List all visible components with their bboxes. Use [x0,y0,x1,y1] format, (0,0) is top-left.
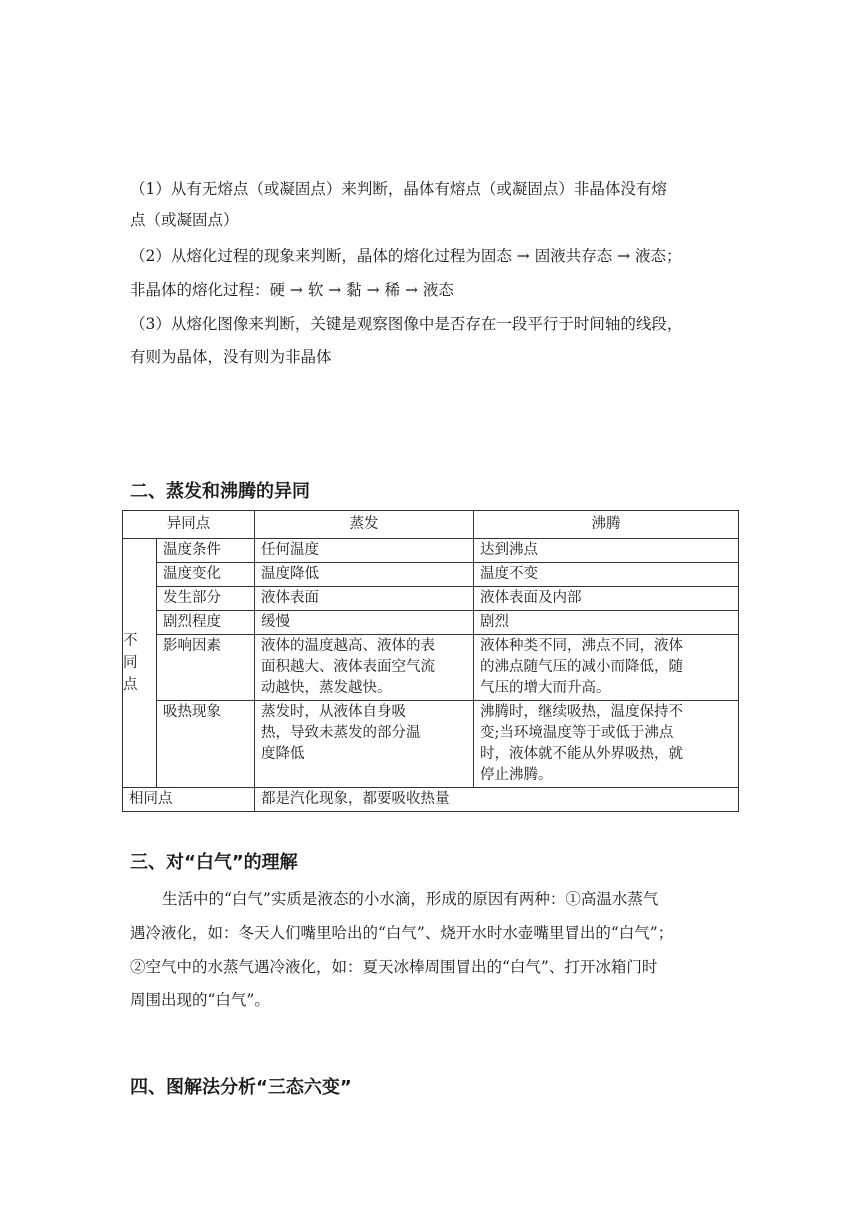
paragraph-line: 有则为晶体，没有则为非晶体 [130,348,332,366]
boiling-cell: 温度不变 [474,563,739,587]
paragraph-line: ②空气中的水蒸气遇冷液化，如：夏天冰棒周围冒出的“白气”、打开冰箱门时 [130,958,658,976]
cell-line: 面积越大、液体表面空气流 [261,659,435,675]
table-header-row [123,511,739,539]
cell-line: 的沸点随气压的减小而降低，随 [480,659,683,675]
paragraph-line: 周围出现的“白气”。 [130,991,270,1009]
table-row [123,539,739,563]
evaporation-cell: 液体表面 [255,587,474,611]
row-label: 发生部分 [157,587,255,611]
paragraph-line: （2）从熔化过程的现象来判断，晶体的熔化过程为固态 → 固液共存态 → 液态； [130,247,682,265]
header-cell: 沸腾 [474,511,739,539]
table-row [123,788,739,812]
paragraph-line: 非晶体的熔化过程：硬 → 软 → 黏 → 稀 → 液态 [130,281,454,299]
row-label: 影响因素 [157,635,255,701]
paragraph-line: （1）从有无熔点（或凝固点）来判断，晶体有熔点（或凝固点）非晶体没有熔 [130,180,667,198]
group-label [123,539,157,788]
table-row [123,701,739,788]
table-row [123,635,739,701]
paragraph-line: 点（或凝固点） [130,211,239,229]
cell-line: 动越快，蒸发越快。 [261,680,392,696]
header-cell: 异同点 [123,511,255,539]
group-label-char: 同 [123,655,138,671]
paragraph-line: （3）从熔化图像来判断，关键是观察图像中是否存在一段平行于时间轴的线段， [130,315,683,333]
row-label: 剧烈程度 [157,611,255,635]
evaporation-cell: 任何温度 [255,539,474,563]
cell-line: 度降低 [261,746,305,762]
cell-line: 热，导致未蒸发的部分温 [261,725,421,741]
row-label: 温度变化 [157,563,255,587]
boiling-cell: 达到沸点 [474,539,739,563]
cell-line: 停止沸腾。 [480,767,553,783]
boiling-cell: 液体表面及内部 [474,587,739,611]
cell-line: 时，液体就不能从外界吸热，就 [480,746,683,762]
boiling-cell: 剧烈 [474,611,739,635]
paragraph-line: 生活中的“白气”实质是液态的小水滴，形成的原因有两种：①高温水蒸气 [162,890,659,908]
cell-line: 蒸发时，从液体自身吸 [261,704,406,720]
cell-line: 液体的温度越高、液体的表 [261,638,435,654]
evaporation-cell [255,701,474,788]
table-row [123,587,739,611]
cell-line: 气压的增大而升高。 [480,680,611,696]
section-4-heading: 四、图解法分析“三态六变” [130,1077,352,1098]
common-label: 相同点 [123,788,255,812]
row-label: 温度条件 [157,539,255,563]
cell-line: 液体种类不同，沸点不同，液体 [480,638,683,654]
table-row [123,611,739,635]
evaporation-cell [255,635,474,701]
evaporation-cell: 温度降低 [255,563,474,587]
section-2-heading: 二、蒸发和沸腾的异同 [130,481,310,502]
common-value: 都是汽化现象，都要吸收热量 [255,788,739,812]
group-label-char: 点 [123,677,138,693]
comparison-table [122,510,739,812]
section-3-heading: 三、对“白气”的理解 [130,852,298,873]
cell-line: 沸腾时，继续吸热，温度保持不 [480,704,683,720]
row-label: 吸热现象 [157,701,255,788]
header-cell: 蒸发 [255,511,474,539]
paragraph-line: 遇冷液化，如：冬天人们嘴里哈出的“白气”、烧开水时水壶嘴里冒出的“白气”； [130,924,674,942]
cell-line: 变;当环境温度等于或低于沸点 [480,725,674,741]
boiling-cell [474,635,739,701]
boiling-cell [474,701,739,788]
group-label-char: 不 [123,633,138,649]
table-row [123,563,739,587]
evaporation-cell: 缓慢 [255,611,474,635]
